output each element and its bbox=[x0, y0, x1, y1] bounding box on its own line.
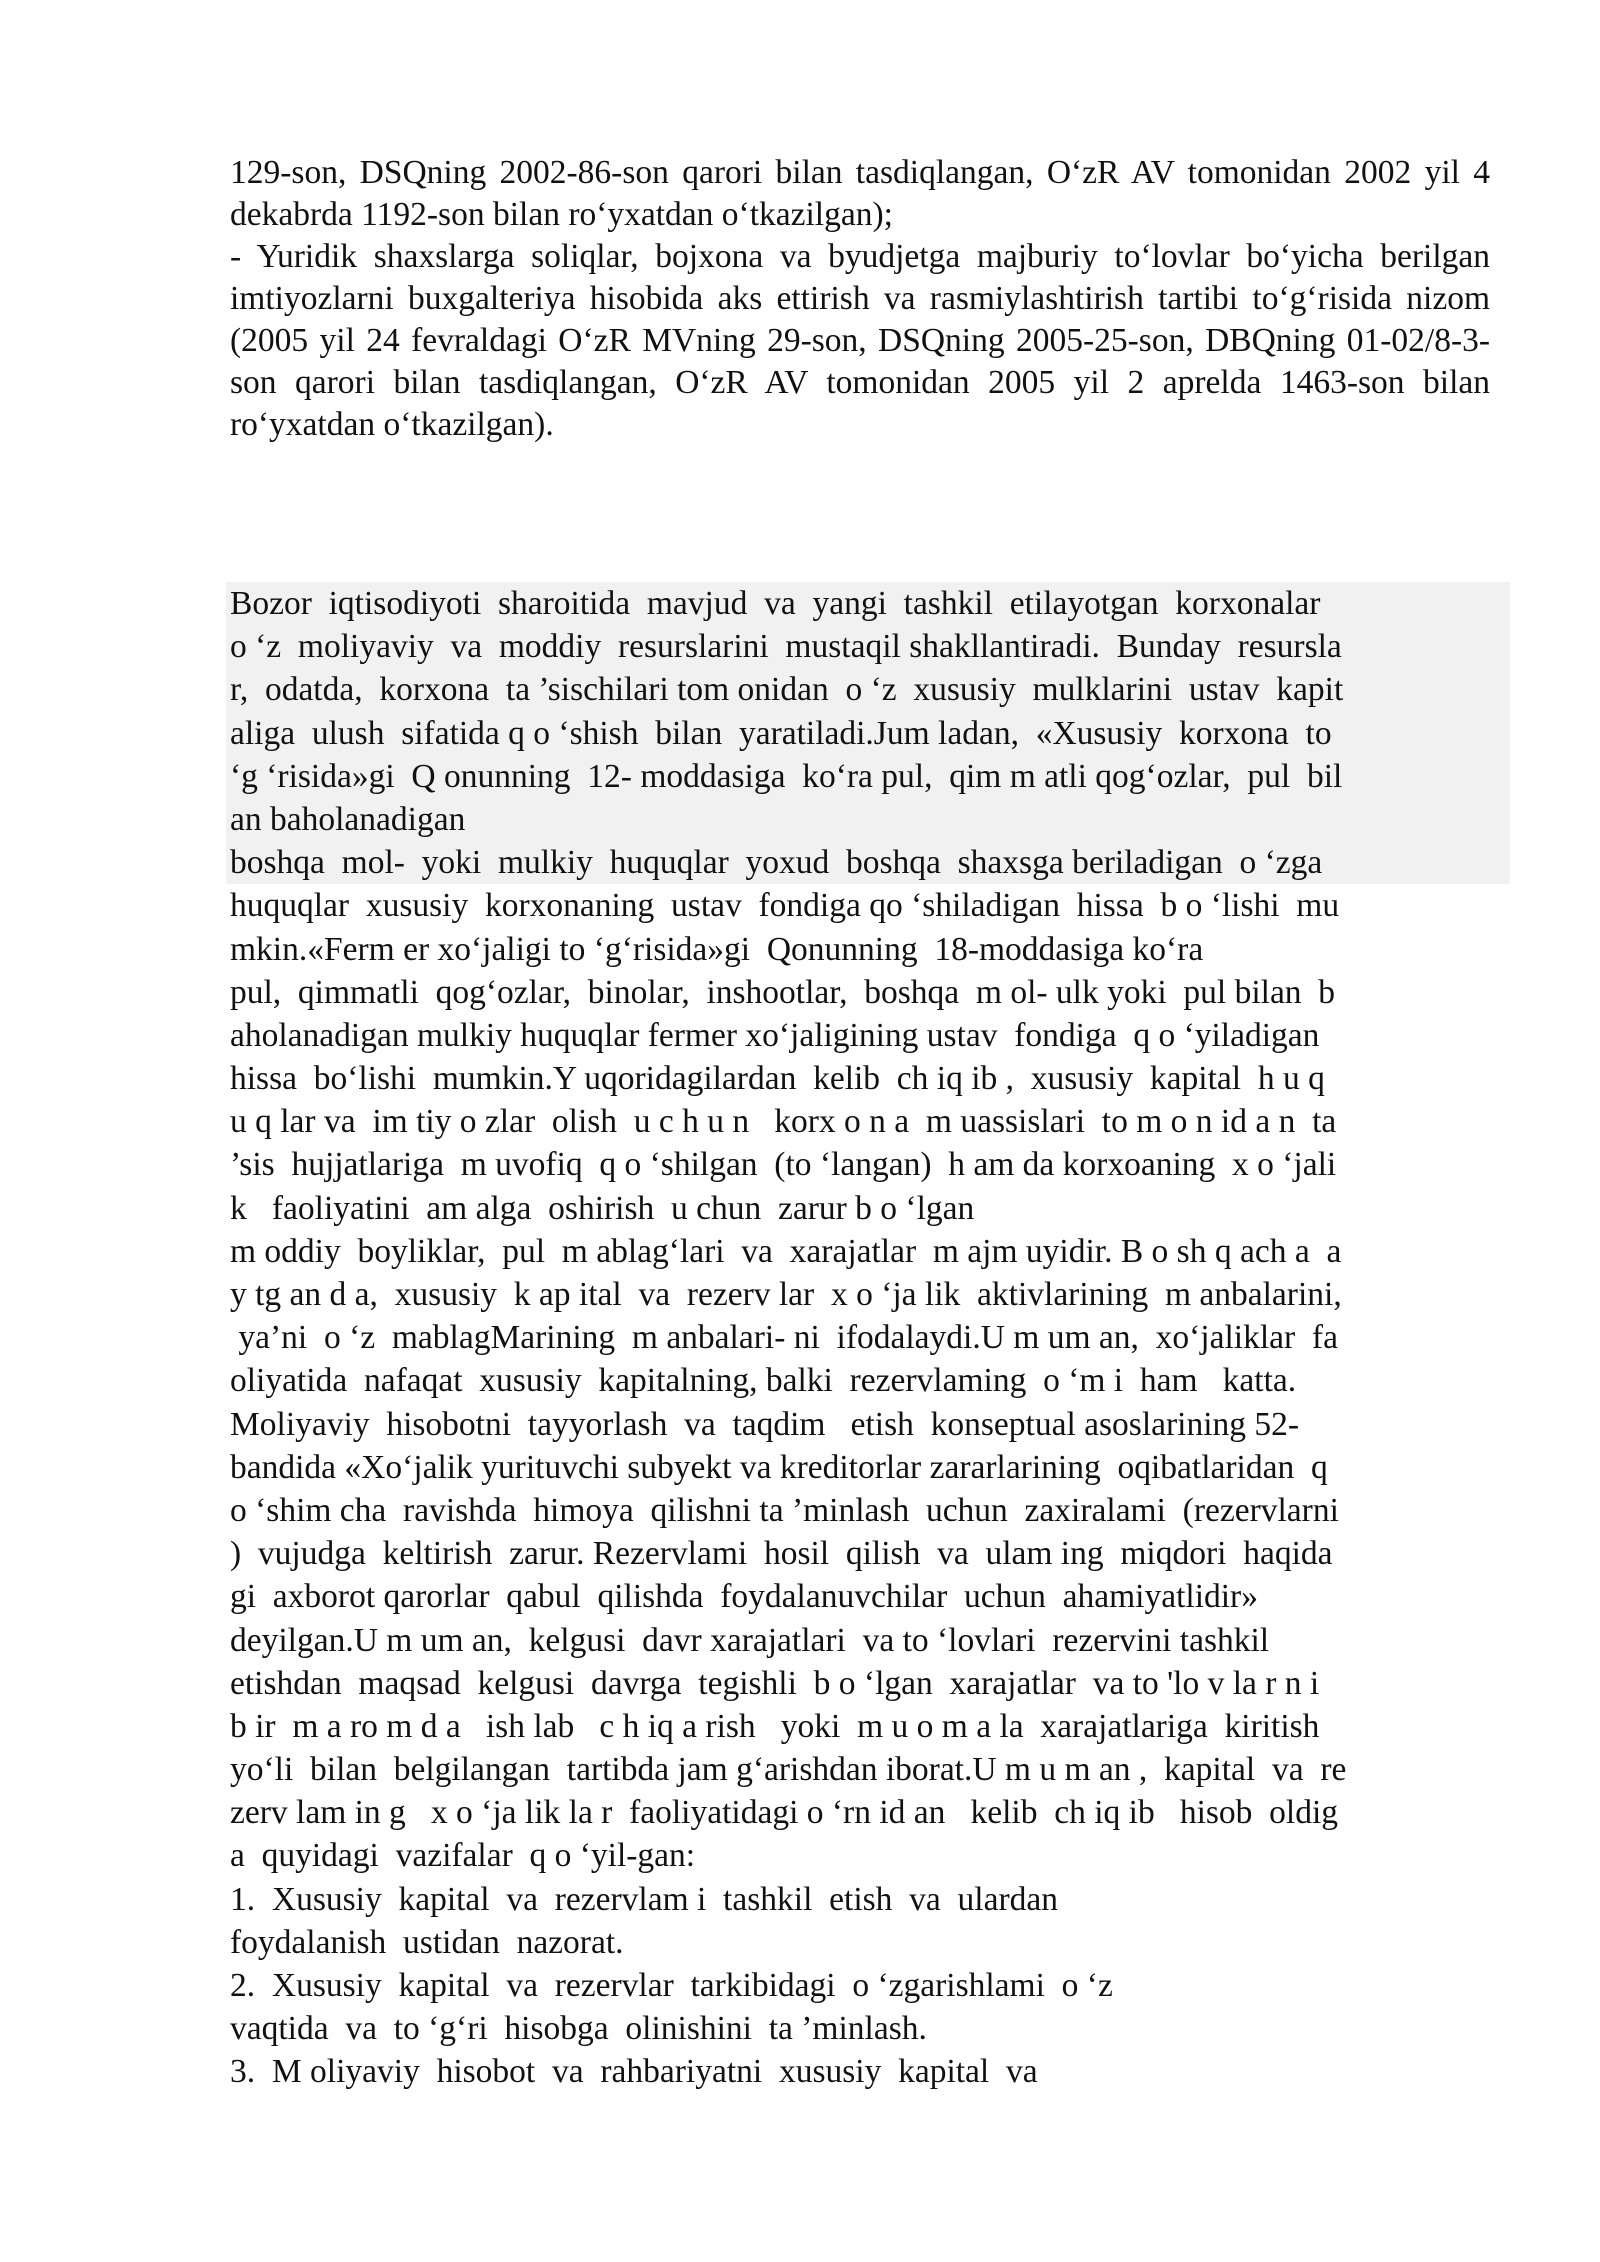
text-line: mkin.«Ferm er xo‘jaligi to ‘g‘risida»gi Qonunning 18-moddasiga ko‘ra bbox=[230, 930, 1204, 968]
text-line: ) vujudga keltirish zarur. Rezervlami hosil qilish va ulam ing miqdori haqida bbox=[230, 1535, 1333, 1573]
paragraph-regulation-benefits-order: - Yuridik shaxslarga soliqlar, bojxona va byudjetga majburiy to‘lovlar bo‘yicha berilgan imtiyozlarni buxgalteriya hisobida aks ettirish va rasmiylashtirish tartibi to‘g‘risida nizom (2005 yil 24 fevraldagi O‘zR MVning 29-son, DSQning 2005-25-son, DBQning 01-02/8-3-son qarori bilan tasdiqlangan, O‘zR AV tomonidan 2005 yil 2 aprelda 1463-son bilan ro‘yxatdan o‘tkazilgan). bbox=[230, 238, 1490, 443]
text-line: aliga ulush sifatida q o ‘shish bilan yaratiladi.Jum ladan, «Xususiy korxona to bbox=[226, 712, 1510, 755]
text-line: r, odatda, korxona ta ’sischilari tom onidan o ‘z xususiy mulklarini ustav kapit bbox=[226, 668, 1510, 711]
text-line: ‘g ‘risida»gi Q onunning 12- moddasiga ko‘ra pul, qim m atli qog‘ozlar, pul bil bbox=[226, 755, 1510, 798]
text-line: hissa bo‘lishi mumkin.Y uqoridagilardan kelib ch iq ib , xususiy kapital h u q bbox=[230, 1060, 1325, 1098]
text-line: an baholanadigan bbox=[226, 798, 1510, 841]
text-line: Bozor iqtisodiyoti sharoitida mavjud va yangi tashkil etilayotgan korxonalar bbox=[226, 582, 1510, 625]
text-line: k faoliyatini am alga oshirish u chun zarur b o ‘lgan bbox=[230, 1189, 975, 1227]
list-item-2: 2. Xususiy kapital va rezervlar tarkibidagi o ‘zgarishlami o ‘z bbox=[230, 1967, 1113, 2004]
text-line: aholanadigan mulkiy huquqlar fermer xo‘jaligining ustav fondiga q o ‘yiladigan bbox=[230, 1016, 1320, 1054]
list-item-2-continuation: vaqtida va to ‘g‘ri hisobga olinishini ta ’minlash. bbox=[230, 2010, 927, 2048]
list-item-1-continuation: foydalanish ustidan nazorat. bbox=[230, 1923, 624, 1961]
text-line: gi axborot qarorlar qabul qilishda foydalanuvchilar uchun ahamiyatlidir» bbox=[230, 1578, 1258, 1616]
text-line: yo‘li bilan belgilangan tartibda jam g‘arishdan iborat.U m u m an , kapital va re bbox=[230, 1751, 1347, 1789]
text-line: deyilgan.U m um an, kelgusi davr xarajatlari va to ‘lovlari rezervini tashkil bbox=[230, 1621, 1270, 1659]
list-item-3: 3. M oliyaviy hisobot va rahbariyatni xususiy kapital va bbox=[230, 2053, 1038, 2091]
text-line: huquqlar xususiy korxonaning ustav fondiga qo ‘shiladigan hissa b o ‘lishi mu bbox=[230, 887, 1340, 925]
list-item-1: 1. Xususiy kapital va rezervlam i tashkil etish va ulardan bbox=[230, 1880, 1058, 1918]
paragraph-regulation-reference: 129-son, DSQning 2002-86-son qarori bilan tasdiqlangan, O‘zR AV tomonidan 2002 yil 4 dekabrda 1192-son bilan ro‘yxatdan o‘tkazilgan); bbox=[230, 154, 1490, 233]
capital-reserves-section bbox=[230, 582, 1490, 2094]
text-line: b ir m a ro m d a ish lab c h iq a rish yoki m u o m a la xarajatlariga kiritish bbox=[230, 1707, 1320, 1745]
text-line: a quyidagi vazifalar q o ‘yil-gan: bbox=[230, 1837, 696, 1875]
text-line: ’sis hujjatlariga m uvofiq q o ‘shilgan (to ‘langan) h am da korxoaning x o ‘jali bbox=[230, 1146, 1337, 1184]
text-line: y tg an d a, xususiy k ap ital va rezerv lar x o ‘ja lik aktivlarining m anbalarini, bbox=[230, 1276, 1342, 1313]
text-line: u q lar va im tiy o zlar olish u c h u n korx o n a m uassislari to m o n id a n ta bbox=[230, 1103, 1337, 1141]
text-line: o ‘z moliyaviy va moddiy resurslarini mustaqil shakllantiradi. Bunday resursla bbox=[226, 625, 1510, 668]
text-line: zerv lam in g x o ‘ja lik la r faoliyatidagi o ‘rn id an kelib ch iq ib hisob oldig bbox=[230, 1794, 1339, 1832]
regulation-list-continuation bbox=[230, 152, 1490, 446]
text-line: etishdan maqsad kelgusi davrga tegishli b o ‘lgan xarajatlar va to 'lo v la r n i bbox=[230, 1664, 1320, 1702]
text-line: bandida «Xo‘jalik yurituvchi subyekt va kreditorlar zararlarining oqibatlaridan q bbox=[230, 1448, 1328, 1486]
text-line: Moliyaviy hisobotni tayyorlash va taqdim etish konseptual asoslarining 52- bbox=[230, 1405, 1300, 1443]
text-line: m oddiy boyliklar, pul m ablag‘lari va xarajatlar m ajm uyidir. B o sh q ach a a bbox=[230, 1232, 1342, 1270]
text-line: oliyatida nafaqat xususiy kapitalning, balki rezervlaming o ‘m i ham katta. bbox=[230, 1362, 1297, 1400]
text-line: boshqa mol- yoki mulkiy huquqlar yoxud boshqa shaxsga beriladigan o ‘zga bbox=[226, 841, 1510, 884]
text-line: ya’ni o ‘z mablagMarining m anbalari- ni ifodalaydi.U m um an, xo‘jaliklar fa bbox=[230, 1319, 1338, 1357]
text-line: o ‘shim cha ravishda himoya qilishni ta ’minlash uchun zaxiralami (rezervlarni bbox=[230, 1491, 1339, 1529]
text-line: pul, qimmatli qog‘ozlar, binolar, inshootlar, boshqa m ol- ulk yoki pul bilan b bbox=[230, 973, 1336, 1011]
